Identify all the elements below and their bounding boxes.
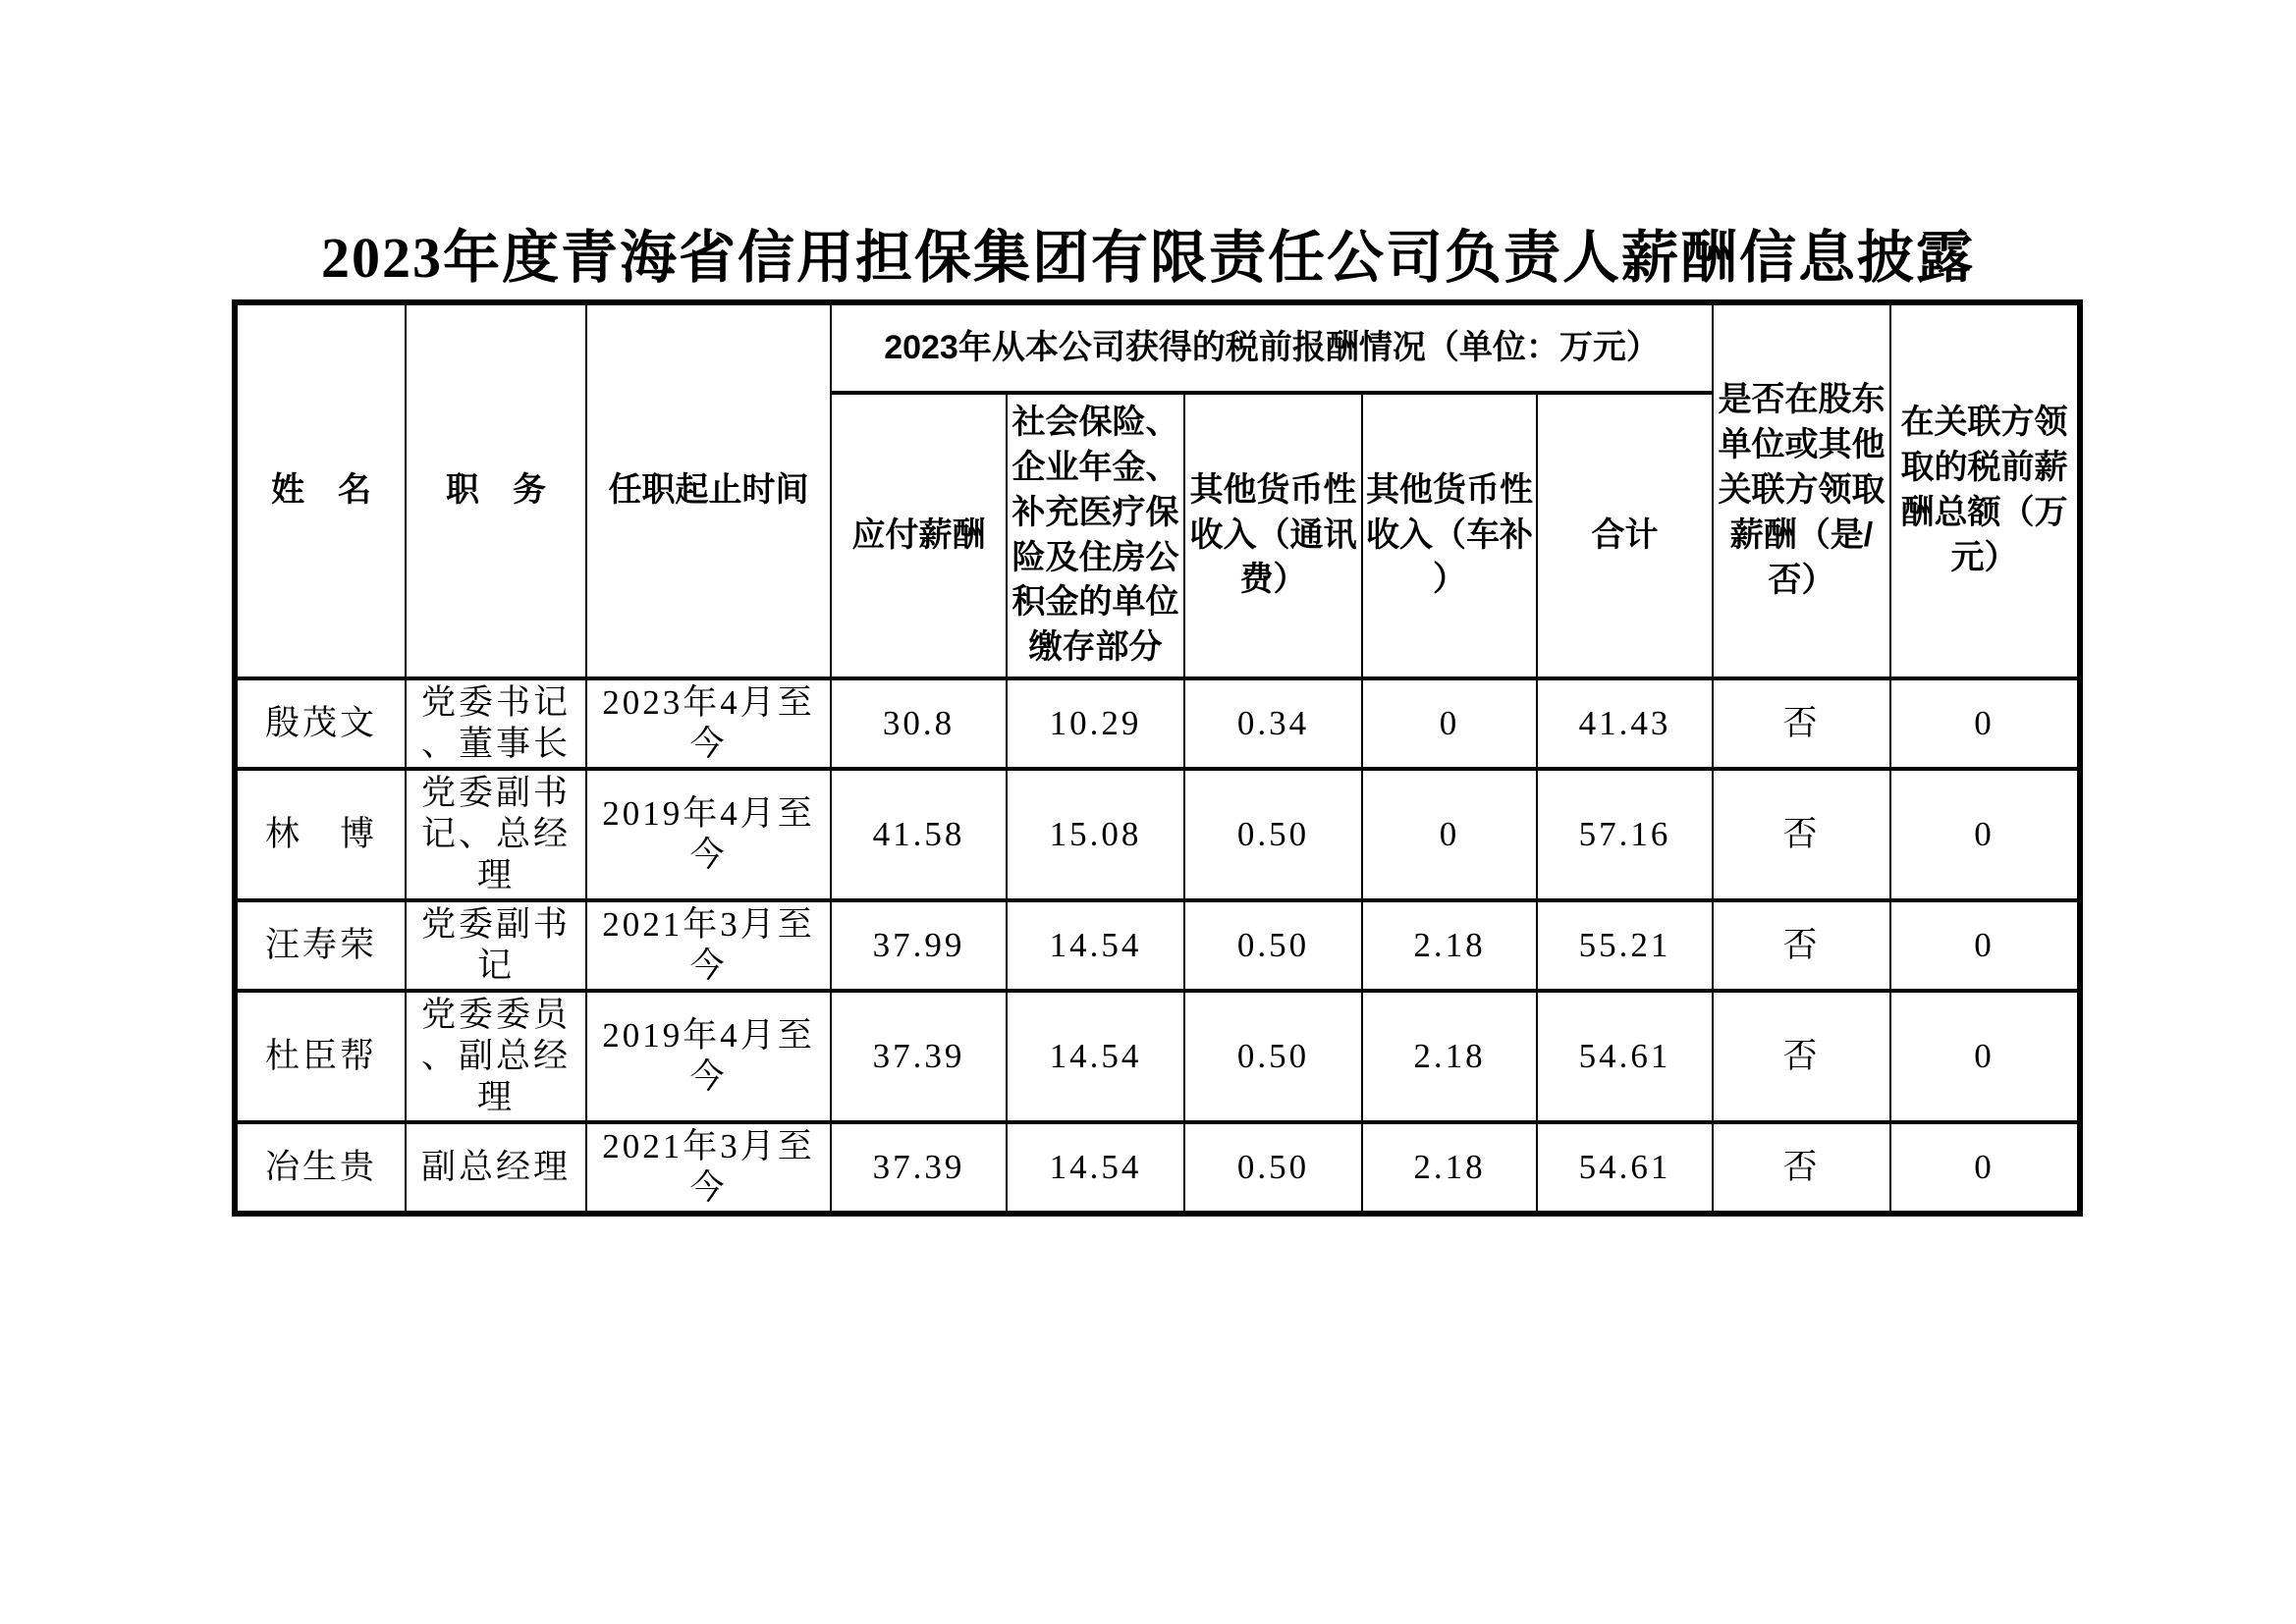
cell-comm: 0.50 — [1184, 900, 1362, 991]
header-row-group — [235, 302, 2080, 393]
cell-position: 党委委员、副总经理 — [406, 991, 586, 1122]
cell-payable: 37.99 — [831, 900, 1007, 991]
cell-name: 杜臣帮 — [235, 991, 406, 1122]
header-compensation-group: 2023年从本公司获得的税前报酬情况（单位：万元） — [831, 302, 1713, 393]
cell-car: 2.18 — [1362, 900, 1537, 991]
header-total: 合计 — [1537, 393, 1713, 678]
cell-shareholder: 否 — [1713, 769, 1890, 900]
header-shareholder-pay: 是否在股东单位或其他关联方领取薪酬（是/否） — [1713, 302, 1890, 678]
header-other-income-comm: 其他货币性收入（通讯费） — [1184, 393, 1362, 678]
cell-car: 0 — [1362, 678, 1537, 769]
cell-related-total: 0 — [1890, 769, 2080, 900]
header-payable-salary: 应付薪酬 — [831, 393, 1007, 678]
table-row — [235, 991, 2080, 1122]
cell-related-total: 0 — [1890, 1122, 2080, 1214]
salary-table — [232, 299, 2083, 1217]
cell-car: 0 — [1362, 769, 1537, 900]
header-term: 任职起止时间 — [586, 302, 831, 678]
cell-name: 汪寿荣 — [235, 900, 406, 991]
cell-payable: 37.39 — [831, 1122, 1007, 1214]
cell-total: 54.61 — [1537, 991, 1713, 1122]
cell-position: 副总经理 — [406, 1122, 586, 1214]
cell-insurance: 14.54 — [1007, 991, 1184, 1122]
cell-term: 2019年4月至今 — [586, 991, 831, 1122]
cell-position: 党委副书记、总经理 — [406, 769, 586, 900]
cell-insurance: 14.54 — [1007, 900, 1184, 991]
cell-term: 2023年4月至今 — [586, 678, 831, 769]
cell-related-total: 0 — [1890, 678, 2080, 769]
header-related-total: 在关联方领取的税前薪酬总额（万元） — [1890, 302, 2080, 678]
cell-name: 林 博 — [235, 769, 406, 900]
page-title: 2023年度青海省信用担保集团有限责任公司负责人薪酬信息披露 — [320, 226, 1975, 290]
cell-term: 2019年4月至今 — [586, 769, 831, 900]
cell-payable: 30.8 — [831, 678, 1007, 769]
cell-comm: 0.50 — [1184, 1122, 1362, 1214]
cell-position: 党委书记、董事长 — [406, 678, 586, 769]
cell-term: 2021年3月至今 — [586, 900, 831, 991]
table-row — [235, 678, 2080, 769]
cell-shareholder: 否 — [1713, 991, 1890, 1122]
cell-shareholder: 否 — [1713, 1122, 1890, 1214]
table-row — [235, 900, 2080, 991]
cell-related-total: 0 — [1890, 900, 2080, 991]
table-row — [235, 769, 2080, 900]
table-header — [235, 302, 2080, 678]
cell-total: 57.16 — [1537, 769, 1713, 900]
cell-shareholder: 否 — [1713, 900, 1890, 991]
cell-term: 2021年3月至今 — [586, 1122, 831, 1214]
salary-table-container — [232, 299, 2083, 1217]
cell-shareholder: 否 — [1713, 678, 1890, 769]
cell-total: 54.61 — [1537, 1122, 1713, 1214]
table-row — [235, 1122, 2080, 1214]
cell-car: 2.18 — [1362, 1122, 1537, 1214]
cell-position: 党委副书记 — [406, 900, 586, 991]
cell-total: 55.21 — [1537, 900, 1713, 991]
cell-comm: 0.50 — [1184, 769, 1362, 900]
cell-car: 2.18 — [1362, 991, 1537, 1122]
table-body — [235, 678, 2080, 1214]
cell-name: 殷茂文 — [235, 678, 406, 769]
cell-total: 41.43 — [1537, 678, 1713, 769]
header-insurance-contribution: 社会保险、企业年金、补充医疗保险及住房公积金的单位缴存部分 — [1007, 393, 1184, 678]
cell-insurance: 14.54 — [1007, 1122, 1184, 1214]
header-other-income-car: 其他货币性收入（车补） — [1362, 393, 1537, 678]
cell-payable: 41.58 — [831, 769, 1007, 900]
cell-insurance: 10.29 — [1007, 678, 1184, 769]
cell-related-total: 0 — [1890, 991, 2080, 1122]
cell-insurance: 15.08 — [1007, 769, 1184, 900]
cell-comm: 0.34 — [1184, 678, 1362, 769]
cell-name: 冶生贵 — [235, 1122, 406, 1214]
cell-comm: 0.50 — [1184, 991, 1362, 1122]
cell-payable: 37.39 — [831, 991, 1007, 1122]
header-name: 姓 名 — [235, 302, 406, 678]
header-position: 职 务 — [406, 302, 586, 678]
